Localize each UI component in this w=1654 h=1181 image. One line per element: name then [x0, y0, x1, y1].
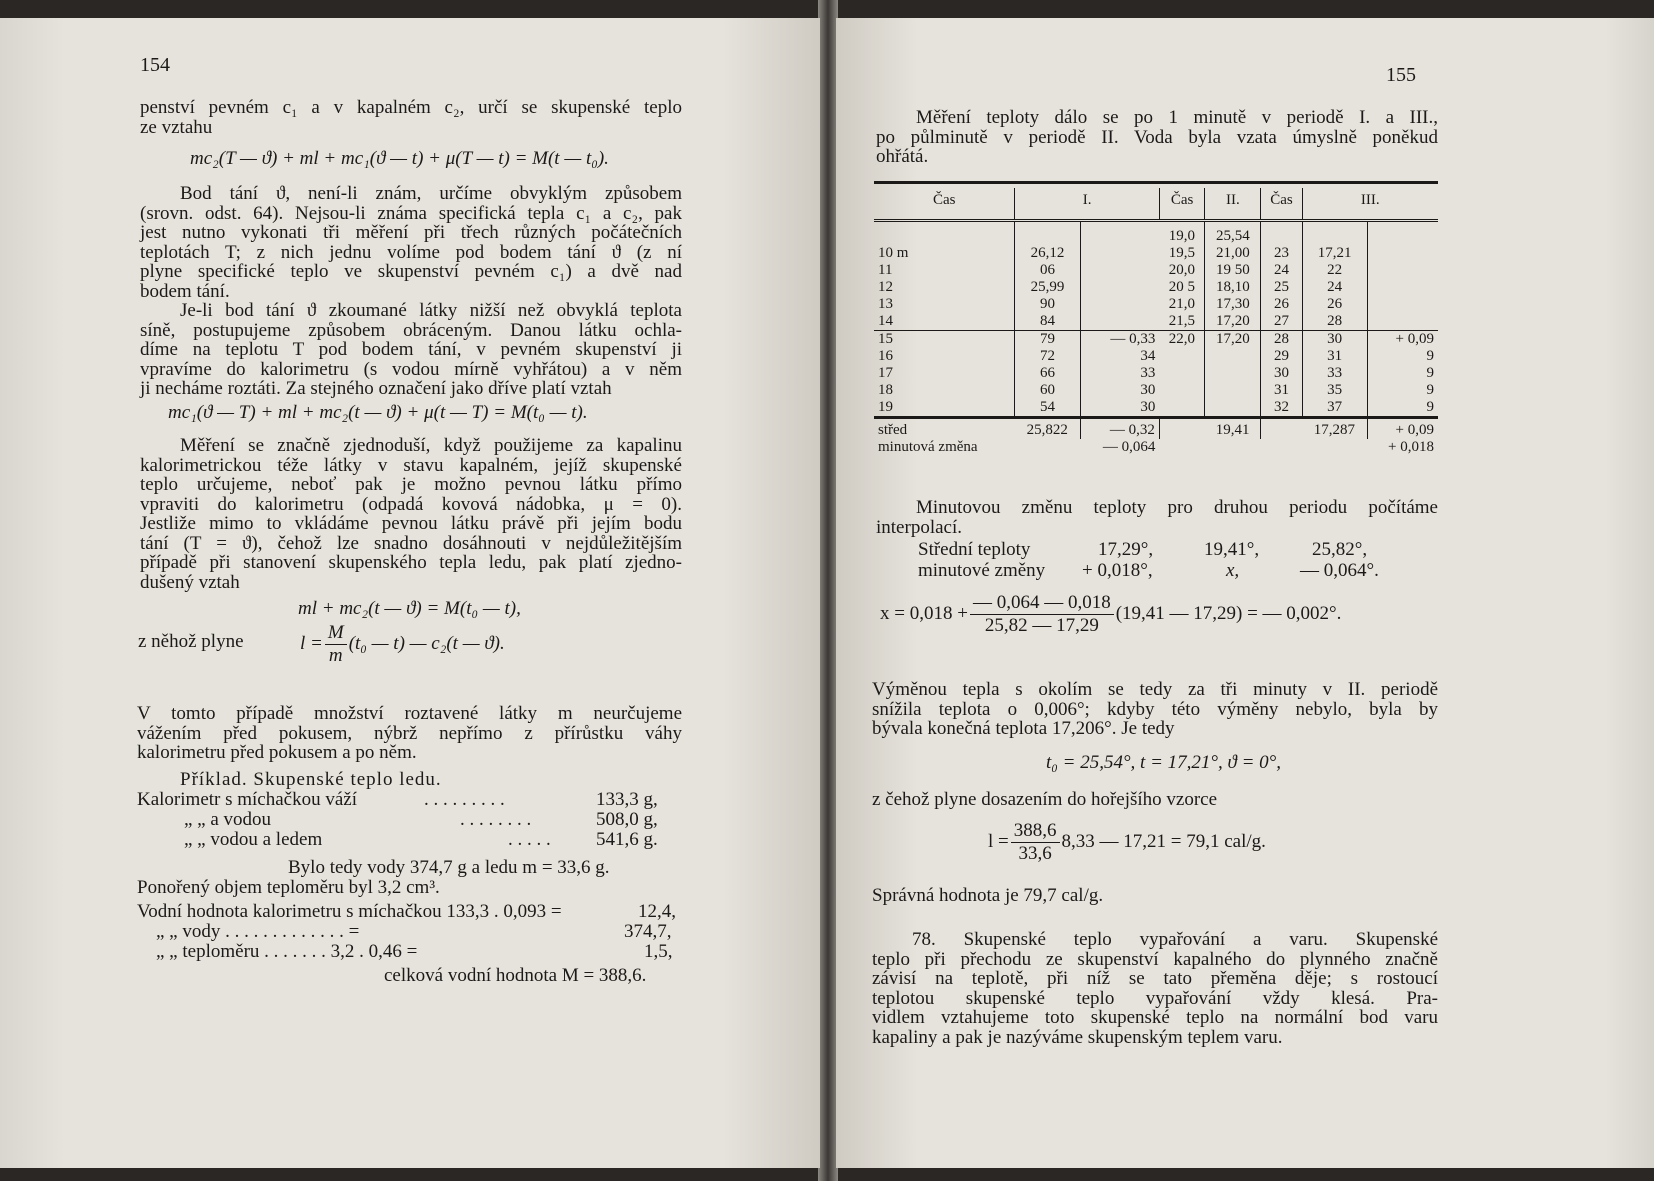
equation-1: mc₂(T — ϑ) + ml + mc₁(ϑ — t) + μ(T — t) = M(t — t₀). — [190, 148, 609, 169]
table-cell: minutová změna — [878, 439, 978, 455]
table-cell — [1080, 313, 1159, 331]
paragraph-3: Měření se značně zjednoduší, když použijeme za kapalinu kalorimetrickou téže látky v stavu kapalném, jejíž skupenské teplo určujeme, neboť pak je možno pevnou látku přímo vpraviti do kalorimetru (odpadá kovová nádobka, μ = 0). Jestliže mimo to vkládáme pevnou látku právě při jejím bodu tání (T = ϑ), čehož lze snadno dosáhnouti v nejdůležitějším případě při stanovení skupenského tepla ledu, pak platí zjedno- dušený vztah — [140, 435, 682, 593]
table-cell: 06 — [1015, 262, 1080, 279]
table-cell: 90 — [1015, 296, 1080, 313]
measurement-table — [874, 188, 1438, 456]
table-cell: — 0,064 — [1102, 439, 1156, 455]
table-cell: 24 — [1261, 262, 1302, 279]
table-cell: 18 — [874, 382, 1015, 399]
ice-result: Bylo tedy vody 374,7 g a ledu m = 33,6 g. — [288, 857, 610, 878]
table-cell — [1015, 221, 1080, 246]
table-cell — [1302, 221, 1367, 246]
paragraph-2: Je-li bod tání ϑ zkoumané látky nižší než obvyklá teplota síně, postupujeme způsobem obráceným. Danou látku ochla- díme na teplotu T pod bodem tání, v pevném skupenství ji vpravíme do kalorimetru (s vodou mírně vyhřátou) a v něm ji necháme roztáti. Za stejného označení jako dříve platí vztah — [140, 300, 682, 399]
correct-value: Správná hodnota je 79,7 cal/g. — [872, 885, 1104, 906]
table-cell — [1205, 399, 1261, 418]
table-cell: — 0,33 — [1110, 331, 1156, 347]
x-equation: x = 0,018 + $\frac{— 0,064 — 0,018}{25,82 — 17,29}$ (19,41 — 17,29) = — 0,002°. — [880, 592, 1342, 636]
paragraph-1: Bod tání ϑ, není-li znám, určíme obvyklým způsobem (srovn. odst. 64). Nejsou-li známa specifická tepla c₁ a c₂, pak jest nutno vykonati tři měření při třech různých počátečních teplotách T; z nich jednu volíme pod bodem tání ϑ (z ní plyne specifické teplo ve skupenství pevném c₁) a dvě nad bodem tání. — [140, 183, 682, 302]
table-cell: 28 — [1302, 313, 1367, 331]
table-cell: 9 — [1426, 365, 1434, 381]
table-cell: 13 — [874, 296, 1015, 313]
fraction: $\frac{M}{m}$ — [325, 622, 347, 667]
table-cell: 15 — [874, 331, 1015, 349]
table-header: Čas I. Čas II. Čas III. — [874, 188, 1438, 221]
table-cell — [1080, 296, 1159, 313]
table-cell: 30 — [1261, 365, 1302, 382]
table-cell — [1159, 382, 1205, 399]
table-cell: + 0,09 — [1395, 331, 1434, 347]
table-cell — [1261, 418, 1302, 440]
table-cell: 31 — [1261, 382, 1302, 399]
table-row — [874, 221, 1438, 246]
table-cell — [1159, 418, 1205, 440]
table-row — [874, 365, 1438, 382]
table-cell: 24 — [1302, 279, 1367, 296]
table-cell: 20 5 — [1159, 279, 1205, 296]
table-cell: 20,0 — [1159, 262, 1205, 279]
table-cell: 9 — [1426, 348, 1434, 364]
table-cell: 84 — [1015, 313, 1080, 331]
table-row — [874, 313, 1438, 331]
table-cell — [1261, 439, 1302, 456]
interpolation-text: Minutovou změnu teploty pro druhou periodu počítáme interpolací. — [876, 497, 1438, 538]
table-cell: 34 — [1140, 348, 1156, 364]
table-cell — [1367, 221, 1438, 246]
section-78: 78. Skupenské teplo vypařování a varu. Skupenské teplo při přechodu ze skupenství kapalného do plynného značně závisí na teplotě, při níž se tato přeměna děje; s rostoucí teplotou skupenské teplo vypařování vždy klesá. Pra- vidlem vztahujeme toto skupenské teplo na normální bod varu kapaliny a pak je nazýváme skupenským teplem varu. — [872, 929, 1438, 1048]
fraction: $\frac{— 0,064 — 0,018}{25,82 — 17,29}$ — [970, 592, 1114, 637]
table-cell — [1080, 245, 1159, 262]
table-cell — [1261, 221, 1302, 246]
table-cell: 21,0 — [1159, 296, 1205, 313]
equation-3: ml + mc₂(t — ϑ) = M(t₀ — t), — [298, 598, 521, 619]
table-cell: 27 — [1261, 313, 1302, 331]
table-row — [874, 399, 1438, 418]
table-cell: 25 — [1261, 279, 1302, 296]
substitution-text: z čehož plyne dosazením do hořejšího vzorce — [872, 789, 1218, 810]
table-cell: 26,12 — [1015, 245, 1080, 262]
table-cell: 22 — [1302, 262, 1367, 279]
table-cell: 17,21 — [1302, 245, 1367, 262]
intro-text: Měření teploty dálo se po 1 minutě v periodě I. a III., po půlminutě v periodě II. Voda byla vzata úmyslně poněkud ohřátá. — [876, 107, 1438, 167]
table-cell: 14 — [874, 313, 1015, 331]
thermometer-volume: Ponořený objem teploměru byl 3,2 cm³. — [137, 877, 440, 898]
table-row — [874, 348, 1438, 365]
table-cell: 35 — [1302, 382, 1367, 399]
table-cell — [1205, 348, 1261, 365]
table-cell: 60 — [1015, 382, 1080, 399]
book-gutter — [818, 0, 838, 1181]
table-cell: 17,30 — [1205, 296, 1261, 313]
table-cell: 19 50 — [1205, 262, 1261, 279]
table-cell: 28 — [1261, 331, 1302, 349]
table-cell: 25,54 — [1205, 221, 1261, 246]
table-cell — [1367, 279, 1438, 296]
table-cell: 30 — [1140, 382, 1156, 398]
table-cell: 79 — [1015, 331, 1080, 349]
table-cell: 12 — [874, 279, 1015, 296]
table-cell — [1367, 296, 1438, 313]
table-cell: 29 — [1261, 348, 1302, 365]
table-cell — [1159, 399, 1205, 418]
table-cell: 19,41 — [1205, 418, 1261, 440]
table-cell: 9 — [1426, 382, 1434, 398]
table-cell: 19,5 — [1159, 245, 1205, 262]
table-cell — [1302, 439, 1367, 456]
table-cell: + 0,018 — [1388, 439, 1434, 455]
table-row — [874, 296, 1438, 313]
table-cell: 66 — [1015, 365, 1080, 382]
table-cell: 54 — [1015, 399, 1080, 418]
equation-4: l = $\frac{M}{m}$ (t₀ — t) — c₂(t — ϑ). — [300, 622, 505, 666]
equation-2: mc₁(ϑ — T) + ml + mc₂(t — ϑ) + μ(t — T) = M(t₀ — t). — [168, 402, 588, 423]
table-cell: 31 — [1302, 348, 1367, 365]
paragraph-4: V tomto případě množství roztavené látky m neurčujeme vážením před pokusem, nýbrž nepřímo z přírůstku váhy kalorimetru před pokusem a po něm. — [137, 703, 682, 763]
table-cell — [1080, 221, 1159, 246]
table-cell — [1080, 279, 1159, 296]
table-cell: 19,0 — [1159, 221, 1205, 246]
table-cell — [1205, 365, 1261, 382]
fraction: $\frac{388,6}{33,6}$ — [1011, 820, 1060, 865]
table-cell: 22,0 — [1159, 331, 1205, 349]
table-cell: 23 — [1261, 245, 1302, 262]
table-cell: 37 — [1302, 399, 1367, 418]
total-water-value: celková vodní hodnota M = 388,6. — [384, 965, 647, 986]
table-cell: střed — [878, 422, 908, 438]
table-cell: 30 — [1140, 399, 1156, 415]
table-row — [874, 245, 1438, 262]
table-cell: 26 — [1302, 296, 1367, 313]
table-cell: 26 — [1261, 296, 1302, 313]
table-cell: 72 — [1015, 348, 1080, 365]
table-cell — [1159, 439, 1205, 456]
table-cell: 21,5 — [1159, 313, 1205, 331]
table-cell — [1159, 348, 1205, 365]
table-row — [874, 262, 1438, 279]
table-cell — [1080, 262, 1159, 279]
table-cell: 17,20 — [1205, 313, 1261, 331]
table-cell: 18,10 — [1205, 279, 1261, 296]
table-top-rule — [874, 181, 1438, 184]
table-cell — [1367, 313, 1438, 331]
table-cell: 17,287 — [1302, 418, 1367, 440]
summary-row-change — [874, 439, 1438, 456]
page-number: 155 — [1386, 64, 1416, 86]
table-row — [874, 382, 1438, 399]
page-number: 154 — [140, 54, 170, 76]
table-cell: 10 m — [874, 245, 1015, 262]
table-row — [874, 331, 1438, 349]
heat-exchange-paragraph: Výměnou tepla s okolím se tedy za tři minuty v II. periodě snížila teplota o 0,006°; kdyby této výměny nebylo, byla by bývala konečná teplota 17,206°. Je tedy — [872, 679, 1438, 739]
table-cell: — 0,32 — [1080, 418, 1159, 440]
table-cell: 32 — [1261, 399, 1302, 418]
table-cell: 17,20 — [1205, 331, 1261, 349]
table-cell: 9 — [1426, 399, 1434, 415]
z-neho-label: z něhož plyne — [138, 631, 244, 652]
table-cell — [1015, 439, 1080, 456]
right-page: 155 Měření teploty dálo se po 1 minutě v periodě I. a III., po půlminutě v periodě II. Voda byla vzata úmyslně poněkud ohřátá. Čas I. Čas II. Čas III. 19,0 25,54 10 m 26,12 19,5 21,00 23 17,21 11 06 20,0 19 50 24 22 12 25,99 20 5 18,10 25 24 13 90 21,0 17,30 26 26 14 84 21,5 17,20 27 28 15 79 — 0,33 22,0 17,20 28 30 + 0,09 16 72 34 29 31 9 17 66 33 30 33 9 18 60 30 31 35 9 19 54 30 32 37 9 střed 25,822 — 0,32 19,41 17,287 + 0,09 minutová změna — 0,064 + 0,018 Minutovou změnu teploty pro druhou periodu počítáme interpolací. Střední teploty 17,29°, 19,41°, 25,82°, minutové změny + 0,018°, x, — 0,064°. x = 0,018 + $\frac{— 0,064 — 0,018}{25,82 — 17,29}$ (19,41 — 17,29) = — 0,002°. Výměnou tepla s okolím se tedy za tři minuty v II. periodě snížila teplota o 0,006°; kdyby této výměny nebylo, byla by bývala konečná teplota 17,206°. Je tedy t₀ = 25,54°, t = 17,21°, ϑ = 0°, z čehož plyne dosazením do hořejšího vzorce l = $\frac{388,6}{33,6}$ 8,33 — 17,21 = 79,1 cal/g. Správná hodnota je 79,7 cal/g. 78. Skupenské teplo vypařování a varu. Skupenské teplo při přechodu ze skupenství kapalného do plynného značně závisí na teplotě, při níž se tato přeměna děje; s rostoucí teplotou skupenské teplo vypařování vždy klesá. Pra- vidlem vztahujeme toto skupenské teplo na normální bod varu kapaliny a pak je nazýváme skupenským teplem varu. — [836, 18, 1654, 1168]
table-cell: 33 — [1302, 365, 1367, 382]
left-page: 154 penství pevném c₁ a v kapalném c₂, určí se skupenské teplo ze vztahu mc₂(T — ϑ) + ml + mc₁(ϑ — t) + μ(T — t) = M(t — t₀). Bod tání ϑ, není-li znám, určíme obvyklým způsobem (srovn. odst. 64). Nejsou-li známa specifická tepla c₁ a c₂, pak jest nutno vykonati tři měření při třech různých počátečních teplotách T; z nich jednu volíme pod bodem tání ϑ (z ní plyne specifické teplo ve skupenství pevném c₁) a dvě nad bodem tání. Je-li bod tání ϑ zkoumané látky nižší než obvyklá teplota síně, postupujeme způsobem obráceným. Danou látku ochla- díme na teplotu T pod bodem tání, v pevném skupenství ji vpravíme do kalorimetru (s vodou mírně vyhřátou) a v něm ji necháme roztáti. Za stejného označení jako dříve platí vztah mc₁(ϑ — T) + ml + mc₂(t — ϑ) + μ(t — T) = M(t₀ — t). Měření se značně zjednoduší, když použijeme za kapalinu kalorimetrickou téže látky v stavu kapalném, jejíž skupenské teplo určujeme, neboť pak je možno pevnou látku přímo vpraviti do kalorimetru (odpadá kovová nádobka, μ = 0). Jestliže mimo to vkládáme pevnou látku právě při jejím bodu tání (T = ϑ), čehož lze snadno dosáhnouti v nejdůležitějším případě při stanovení skupenského tepla ledu, pak platí zjedno- dušený vztah ml + mc₂(t — ϑ) = M(t₀ — t), z něhož plyne l = $\frac{M}{m}$ (t₀ — t) — c₂(t — ϑ). V tomto případě množství roztavené látky m neurčujeme vážením před pokusem, nýbrž nepřímo z přírůstku váhy kalorimetru před pokusem a po něm. Příklad. Skupenské teplo ledu. Kalorimetr s míchačkou váží . . . . . . . . . 133,3 g, „ „ a vodou . . . . . . . . 508,0 g, „ „ vodou a ledem . . . . . 541,6 g. Bylo tedy vody 374,7 g a ledu m = 33,6 g. Ponořený objem teploměru byl 3,2 cm³. Vodní hodnota kalorimetru s míchačkou 133,3 . 0,093 = 12,4, „ „ vody . . . . . . . . . . . . . = 374,7, „ „ teploměru . . . . . . . 3,2 . 0,46 = 1,5, celková vodní hodnota M = 388,6. — [0, 18, 820, 1168]
table-cell — [1205, 382, 1261, 399]
values-line: t₀ = 25,54°, t = 17,21°, ϑ = 0°, — [1046, 752, 1281, 773]
table-cell: 17 — [874, 365, 1015, 382]
table-cell — [874, 221, 1015, 246]
table-cell — [1159, 365, 1205, 382]
table-cell — [1367, 245, 1438, 262]
table-cell: 19 — [874, 399, 1015, 418]
section-heading: 78. Skupenské teplo vypařování a varu. Skupenské — [912, 929, 1438, 950]
table-cell: 25,822 — [1015, 418, 1080, 440]
table-cell: 21,00 — [1205, 245, 1261, 262]
table-cell: 25,99 — [1015, 279, 1080, 296]
table-cell: + 0,09 — [1395, 422, 1434, 438]
example-title: Příklad. Skupenské teplo ledu. — [180, 769, 442, 790]
table-cell: 11 — [874, 262, 1015, 279]
l-equation: l = $\frac{388,6}{33,6}$ 8,33 — 17,21 = 79,1 cal/g. — [988, 820, 1266, 864]
table-cell: 33 — [1140, 365, 1156, 381]
table-cell — [1205, 439, 1261, 456]
table-row — [874, 279, 1438, 296]
table-cell: 16 — [874, 348, 1015, 365]
intro-text: penství pevném c₁ a v kapalném c₂, určí se skupenské teplo ze vztahu — [140, 97, 682, 138]
table-cell — [1367, 262, 1438, 279]
table-cell: 30 — [1302, 331, 1367, 349]
summary-row-mean — [874, 418, 1438, 440]
